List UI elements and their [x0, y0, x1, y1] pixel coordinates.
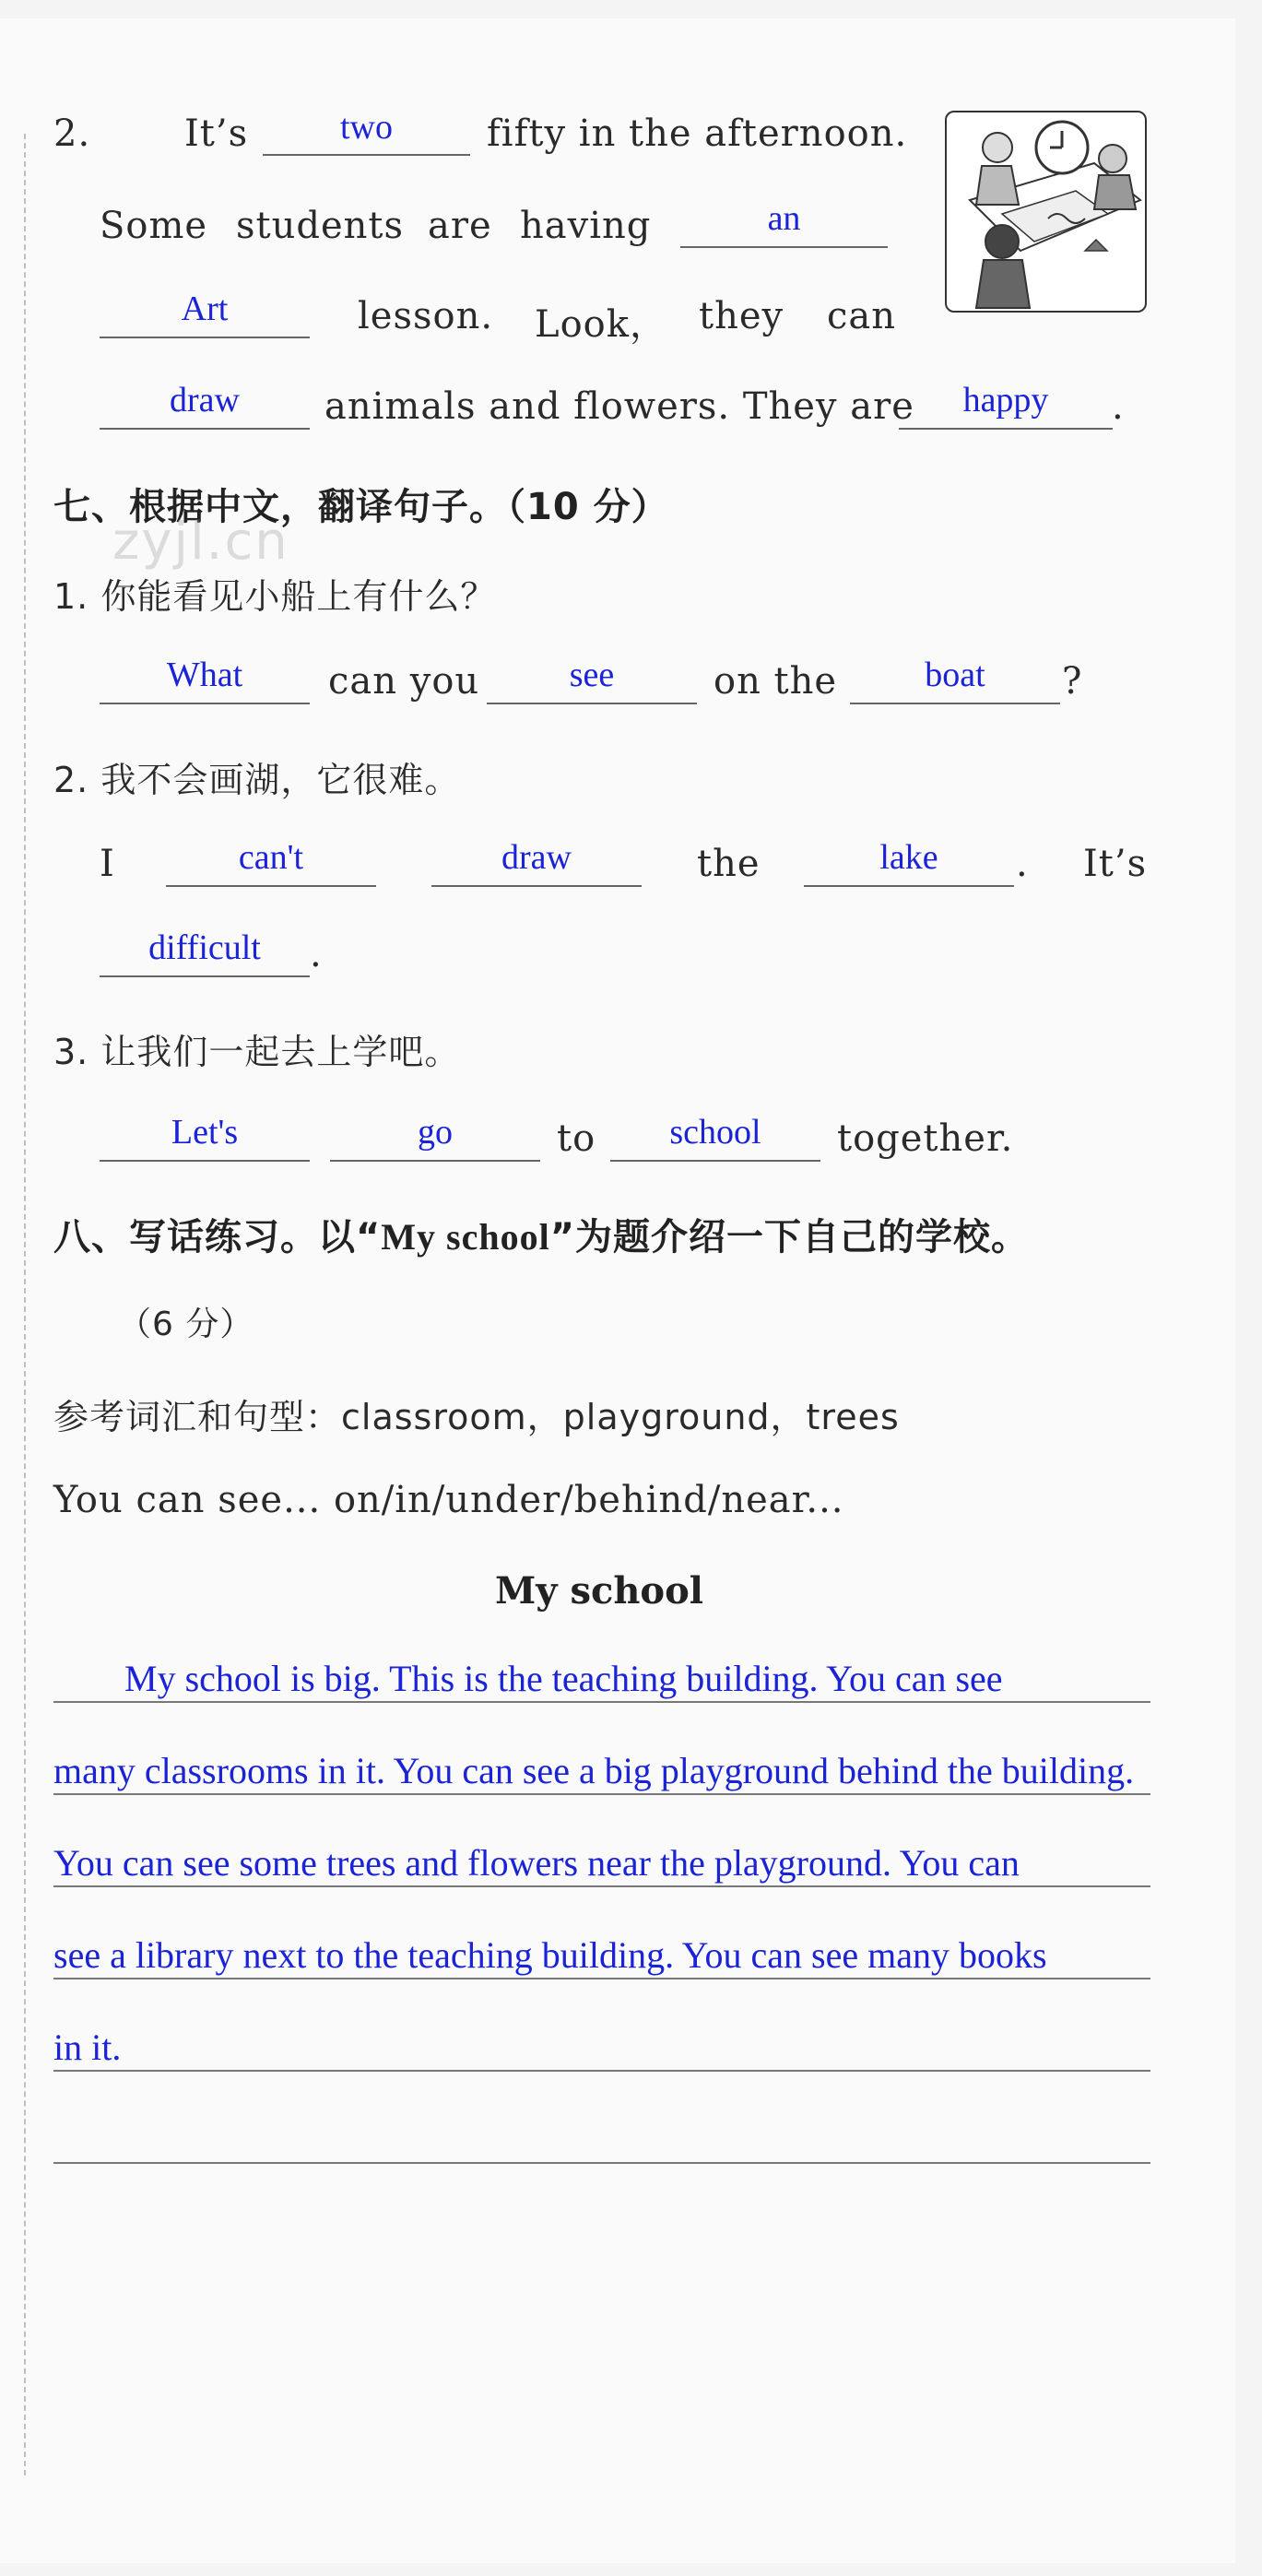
- sentence-text: .: [310, 933, 323, 975]
- sentence-text: .: [1016, 843, 1029, 885]
- answer-blank: [100, 426, 310, 430]
- answer-text: happy: [962, 381, 1049, 419]
- sentence-text: ?: [1062, 660, 1083, 703]
- sentence-text: .: [1112, 385, 1125, 428]
- sentence-text: It’s: [184, 112, 249, 155]
- writing-line: [53, 1793, 1150, 1795]
- writing-line: [53, 2162, 1150, 2164]
- writing-line: [53, 1701, 1150, 1703]
- answer-text: school: [669, 1113, 761, 1152]
- answer-blank: [610, 1158, 820, 1162]
- sentence-text: can: [827, 295, 897, 337]
- section-8-heading: [53, 1208, 1029, 1260]
- answer-blank: [100, 974, 310, 977]
- reference-sentence-pattern: You can see... on/in/under/behind/near...: [53, 1479, 844, 1521]
- answer-blank: [100, 335, 310, 338]
- watermark-text: zyjl.cn: [112, 512, 289, 572]
- answer-blank: [804, 883, 1014, 887]
- answer-blank: [166, 883, 376, 887]
- answer-text: can't: [238, 838, 304, 877]
- answer-text: Let's: [171, 1113, 239, 1152]
- essay-line: My school is big. This is the teaching building. You can see: [124, 1658, 1003, 1699]
- sentence-text: are: [428, 205, 492, 247]
- sentence-text: the: [697, 843, 761, 885]
- answer-text: draw: [170, 381, 240, 419]
- answer-text: What: [166, 656, 243, 694]
- essay-line: You can see some trees and flowers near the playground. You can: [53, 1842, 1020, 1884]
- answer-text: see: [569, 656, 615, 694]
- sentence-text: on the: [714, 660, 838, 703]
- sentence-text: to: [557, 1117, 596, 1160]
- answer-blank: [330, 1158, 540, 1162]
- section-8-points: （6 分）: [118, 1306, 254, 1343]
- essay-title: My school: [495, 1569, 703, 1613]
- essay-line: many classrooms in it. You can see a big playground behind the building.: [53, 1750, 1135, 1791]
- sentence-text: It’s: [1083, 843, 1148, 885]
- question-number: 2.: [53, 112, 91, 155]
- answer-text: boat: [925, 656, 985, 694]
- answer-text: go: [418, 1113, 453, 1152]
- writing-line: [53, 1978, 1150, 1979]
- essay-line: in it.: [53, 2027, 122, 2068]
- answer-blank: [487, 701, 697, 704]
- answer-text: lake: [879, 838, 938, 877]
- sentence-text: can you: [328, 660, 480, 703]
- answer-text: draw: [501, 838, 572, 877]
- section-7-heading: 七、根据中文，翻译句子。（10 分）: [53, 486, 669, 528]
- sentence-text: having: [520, 205, 652, 247]
- sentence-text: Some: [100, 205, 208, 247]
- reference-vocabulary: 参考词汇和句型：classroom，playground，trees: [53, 1397, 900, 1437]
- question-1-chinese: 1. 你能看见小船上有什么？: [53, 576, 497, 617]
- question-3-chinese: 3. 让我们一起去上学吧。: [53, 1032, 461, 1072]
- sentence-text: students: [236, 205, 405, 247]
- sentence-text: Look，: [535, 303, 667, 346]
- sentence-text: lesson.: [358, 295, 494, 337]
- sentence-text: animals and flowers. They are: [324, 385, 914, 428]
- sentence-text: I: [100, 843, 115, 885]
- answer-text: Art: [181, 290, 229, 328]
- section-8-heading-part: ”为题介绍一下自己的学校。: [549, 1216, 1030, 1258]
- writing-line: [53, 1885, 1150, 1887]
- section-8-heading-title: My school: [381, 1216, 550, 1258]
- answer-text: two: [340, 108, 393, 147]
- essay-line: see a library next to the teaching building. You can see many books: [53, 1934, 1047, 1976]
- answer-blank: [680, 244, 888, 248]
- binding-margin-line: [24, 134, 26, 2476]
- answer-blank: [100, 1158, 310, 1162]
- answer-blank: [100, 701, 310, 704]
- answer-text: an: [767, 199, 801, 238]
- sentence-text: together.: [837, 1117, 1014, 1160]
- answer-blank: [899, 426, 1113, 430]
- answer-blank: [263, 152, 470, 156]
- answer-text: difficult: [148, 928, 261, 967]
- sentence-text: they: [699, 295, 784, 337]
- answer-blank: [850, 701, 1060, 704]
- answer-blank: [431, 883, 642, 887]
- sentence-text: fifty in the afternoon.: [487, 112, 908, 155]
- children-drawing-image: [947, 112, 1145, 311]
- classroom-drawing-illustration: [945, 111, 1147, 313]
- writing-line: [53, 2070, 1150, 2072]
- question-2-chinese: 2. 我不会画湖，它很难。: [53, 760, 461, 800]
- section-8-heading-part: 八、写话练习。以“: [53, 1216, 382, 1258]
